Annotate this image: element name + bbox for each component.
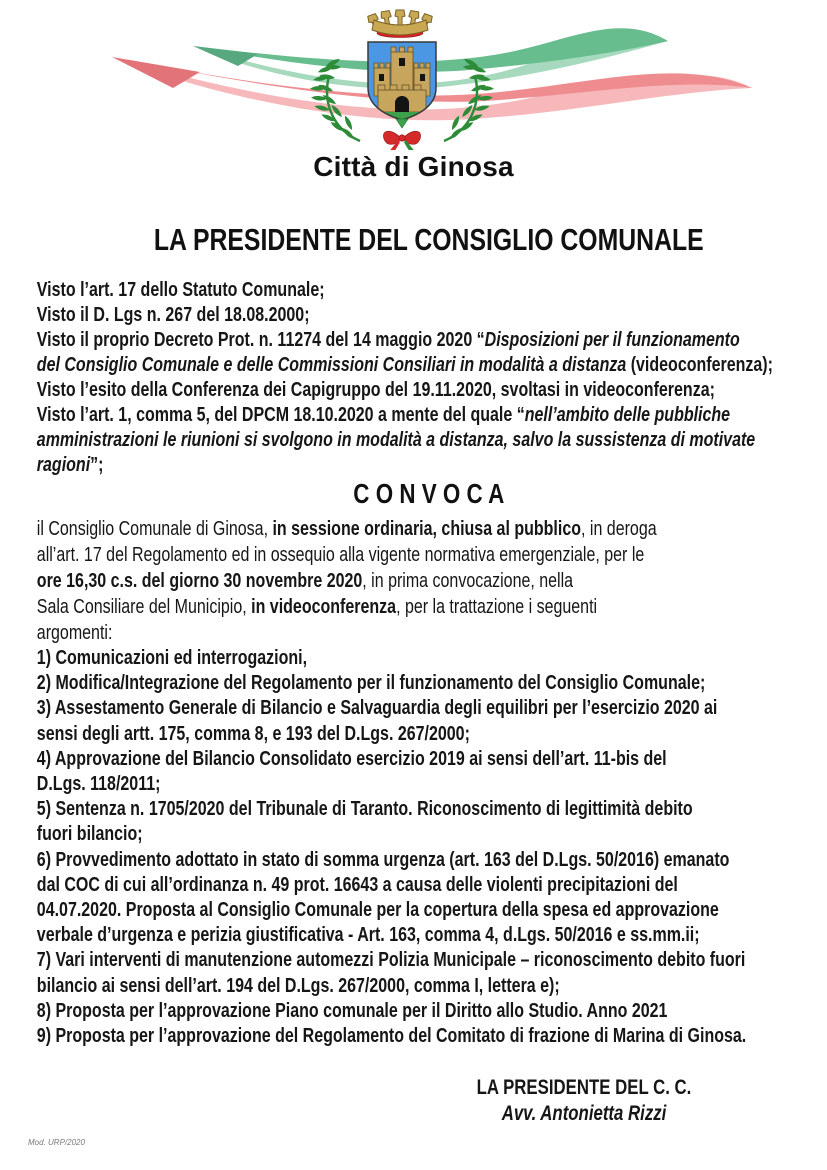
agenda-item: 6) Provvedimento adottato in stato di somma urgenza (art. 163 del D.Lgs. 50/2016) emanato dal COC di cui all’ordinanza n. 49 prot. 16643 a causa delle violenti precipitazioni del 04.07.2020. Proposta al Consiglio Comunale per la copertura della spesa ed approvazione verbale d’urgenza e perizia giustificativa - Art. 163, comma 4, d.Lgs. 50/2016 e ss.mm.ii; [36, 848, 730, 947]
premise-paragraph: Visto l’art. 17 dello Statuto Comunale; [36, 279, 325, 301]
convoca-heading: C O N V O C A [353, 478, 505, 509]
agenda-item: 8) Proposta per l’approvazione Piano comunale per il Diritto allo Studio. Anno 2021 [36, 999, 668, 1022]
header-graphic [0, 0, 827, 150]
agenda-item: 2) Modifica/Integrazione del Regolamento per il funzionamento del Consiglio Comunale; [36, 672, 706, 695]
crown-icon [367, 10, 433, 38]
document-header [0, 0, 827, 182]
premise-paragraph: Visto il D. Lgs n. 267 del 18.08.2000; [36, 304, 310, 326]
signature-block [416, 1075, 752, 1127]
agenda-item: 1) Comunicazioni ed interrogazioni, [36, 647, 308, 669]
premise-paragraph: Visto il proprio Decreto Prot. n. 11274 del 14 maggio 2020 “Disposizioni per il funzionamento del Consiglio Comunale e delle Commissioni Consiliari in modalità a distanza (videoconferenza); [36, 329, 773, 376]
document-title: LA PRESIDENTE DEL CONSIGLIO COMUNALE [153, 222, 704, 257]
agenda-item: 4) Approvazione del Bilancio Consolidato esercizio 2019 ai sensi dell’art. 11-bis del D.Lgs. 118/2011; [36, 747, 667, 796]
agenda-item: 7) Vari interventi di manutenzione automezzi Polizia Municipale – riconoscimento debito fuori bilancio ai sensi dell’art. 194 del D.Lgs. 267/2000, comma I, lettera e); [36, 949, 746, 997]
convocation-paragraph: il Consiglio Comunale di Ginosa, in sessione ordinaria, chiusa al pubblico, in deroga all’art. 17 del Regolamento ed in ossequio alla vigente normativa emergenziale, per le ore 16,30 c.s. del giorno 30 novembre 2020, in prima convocazione, nella Sala Consiliare del Municipio, in videoconferenza, per la trattazione i seguenti argomenti: [36, 518, 657, 644]
ribbon-bow-icon [383, 131, 420, 150]
municipality-name: Città di Ginosa [313, 151, 514, 182]
premise-paragraph: Visto l’esito della Conferenza dei Capigruppo del 19.11.2020, svoltasi in videoconferenza; [36, 379, 715, 401]
agenda-list [37, 646, 821, 1049]
premises-block [37, 278, 821, 478]
premise-paragraph: Visto l’art. 1, comma 5, del DPCM 18.10.2020 a mente del quale “nell’ambito delle pubbliche amministrazioni le riunioni si svolgono in modalità a distanza, salvo la sussistenza di motivate ragioni”; [36, 404, 756, 476]
form-model-note: Mod. URP/2020 [28, 1138, 85, 1147]
signer-name: Avv. Antonietta Rizzi [501, 1102, 667, 1126]
agenda-item: 3) Assestamento Generale di Bilancio e Salvaguardia degli equilibri per l’esercizio 2020 ai sensi degli artt. 175, comma 8, e 193 del D.Lgs. 267/2000; [36, 697, 718, 745]
document-body [0, 222, 827, 1127]
signer-role: LA PRESIDENTE DEL C. C. [476, 1076, 692, 1100]
agenda-item: 9) Proposta per l’approvazione del Regolamento del Comitato di frazione di Marina di Ginosa. [36, 1025, 747, 1048]
agenda-item: 5) Sentenza n. 1705/2020 del Tribunale di Taranto. Riconoscimento di legittimità debito fuori bilancio; [36, 798, 693, 846]
